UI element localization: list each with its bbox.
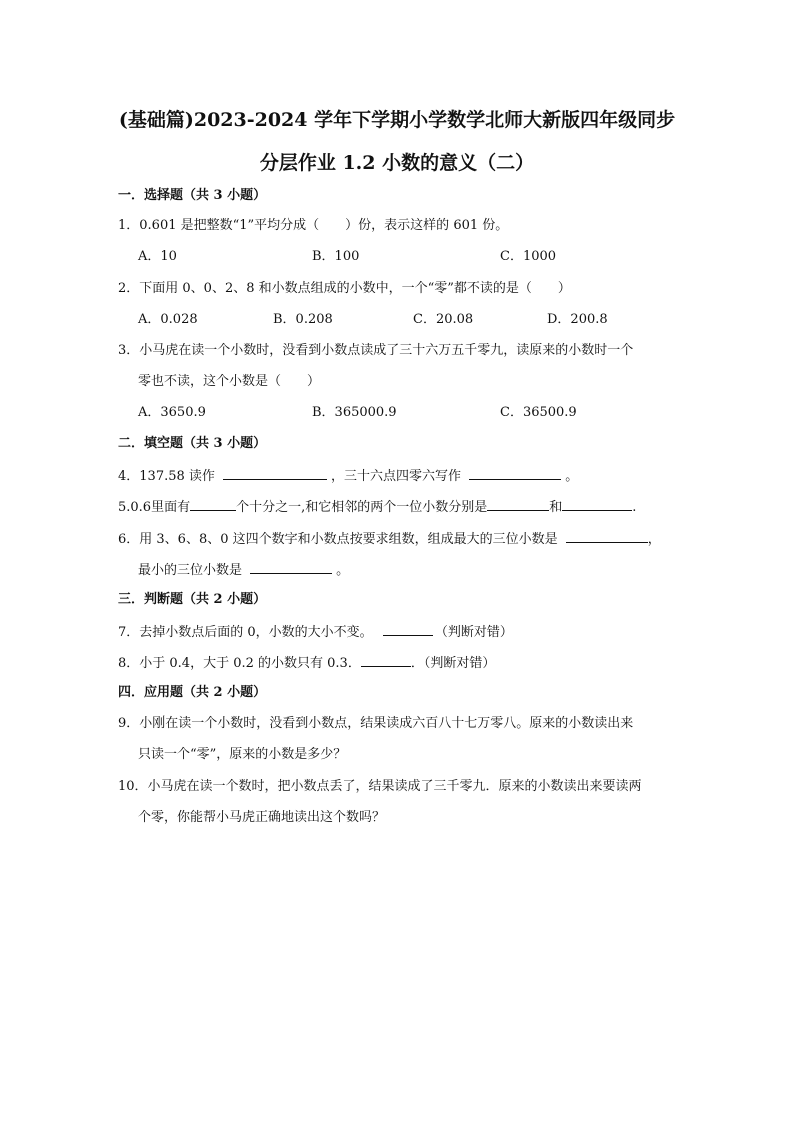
- q5-blank-2[interactable]: [487, 497, 549, 511]
- q1-option-a: A．10: [138, 249, 177, 264]
- q5-blank-3[interactable]: [562, 497, 632, 511]
- q4-text-b: ，三十六点四零六写作: [331, 469, 462, 484]
- question-6-line-2: [138, 560, 349, 580]
- q4-text-c: 。: [565, 469, 579, 484]
- question-2-stem: 2．下面用 0、0、2、8 和小数点组成的小数中，一个“零”都不读的是（ ）: [118, 281, 571, 296]
- q6-blank-1[interactable]: [566, 529, 648, 543]
- q4-text-a: 4．137.58 读作: [118, 469, 215, 484]
- q8-blank[interactable]: [361, 653, 411, 667]
- q7-text-b: （判断对错）: [434, 625, 513, 640]
- q2-option-a: A．0.028: [138, 312, 198, 327]
- question-3-stem-line-1: 3．小马虎在读一个小数时，没看到小数点读成了三十六万五千零九，读原来的小数时一个: [118, 343, 634, 358]
- q3-option-a: A．3650.9: [138, 405, 206, 420]
- q3-option-b: B．365000.9: [312, 405, 397, 420]
- q2-option-c: C．20.08: [413, 312, 474, 327]
- q5-text-d: .: [632, 500, 637, 515]
- question-3-stem-line-2: 零也不读，这个小数是（ ）: [138, 374, 321, 389]
- title-line-2: 分层作业 1.2 小数的意义（二）: [259, 152, 535, 174]
- q8-text-a: 8．小于 0.4，大于 0.2 的小数只有 0.3．: [118, 656, 361, 671]
- q2-option-d: D．200.8: [547, 312, 608, 327]
- question-4: [118, 466, 578, 486]
- question-1-stem: 1．0.601 是把整数“1”平均分成（ ）份，表示这样的 601 份。: [118, 218, 509, 233]
- q2-option-b: B．0.208: [273, 312, 333, 327]
- question-10-line-2: 个零，你能帮小马虎正确地读出这个数吗？: [138, 810, 386, 825]
- q7-blank[interactable]: [383, 622, 433, 636]
- q1-option-b: B．100: [312, 249, 360, 264]
- title-line-1: (基础篇)2023-2024 学年下学期小学数学北师大新版四年级同步: [118, 109, 676, 131]
- q4-blank-1[interactable]: [223, 466, 327, 480]
- q5-text-c: 和: [549, 500, 563, 515]
- q3-option-c: C．36500.9: [500, 405, 577, 420]
- section-heading-application: 四．应用题（共 2 小题）: [118, 685, 267, 700]
- question-8: [118, 653, 495, 673]
- q6-text-a: 6．用 3、6、8、0 这四个数字和小数点按要求组数，组成最大的三位小数是: [118, 532, 558, 547]
- question-5: [118, 497, 636, 517]
- q1-option-c: C．1000: [500, 249, 557, 264]
- q6-text-d: 。: [336, 563, 350, 578]
- q5-blank-1[interactable]: [190, 497, 236, 511]
- q5-text-a: 5.0.6里面有: [118, 500, 191, 515]
- section-heading-judge: 三．判断题（共 2 小题）: [118, 592, 267, 607]
- q6-text-b: ，: [647, 532, 661, 547]
- q6-blank-2[interactable]: [250, 560, 332, 574]
- q4-blank-2[interactable]: [469, 466, 561, 480]
- q8-text-b: ．（判断对错）: [410, 656, 496, 671]
- q7-text-a: 7．去掉小数点后面的 0，小数的大小不变。: [118, 625, 373, 640]
- question-7: [118, 622, 513, 642]
- section-heading-fill: 二．填空题（共 3 小题）: [118, 436, 267, 451]
- q5-text-b: 个十分之一,和它相邻的两个一位小数分别是: [236, 500, 488, 515]
- question-6-line-1: [118, 529, 661, 549]
- q6-text-c: 最小的三位小数是: [138, 563, 243, 578]
- section-heading-choice: 一．选择题（共 3 小题）: [118, 188, 267, 203]
- question-10-line-1: 10．小马虎在读一个数时，把小数点丢了，结果读成了三千零九．原来的小数读出来要读两: [118, 779, 642, 794]
- question-9-line-2: 只读一个“零”，原来的小数是多少？: [138, 747, 347, 762]
- question-9-line-1: 9．小刚在读一个小数时，没看到小数点，结果读成六百八十七万零八。原来的小数读出来: [118, 716, 634, 731]
